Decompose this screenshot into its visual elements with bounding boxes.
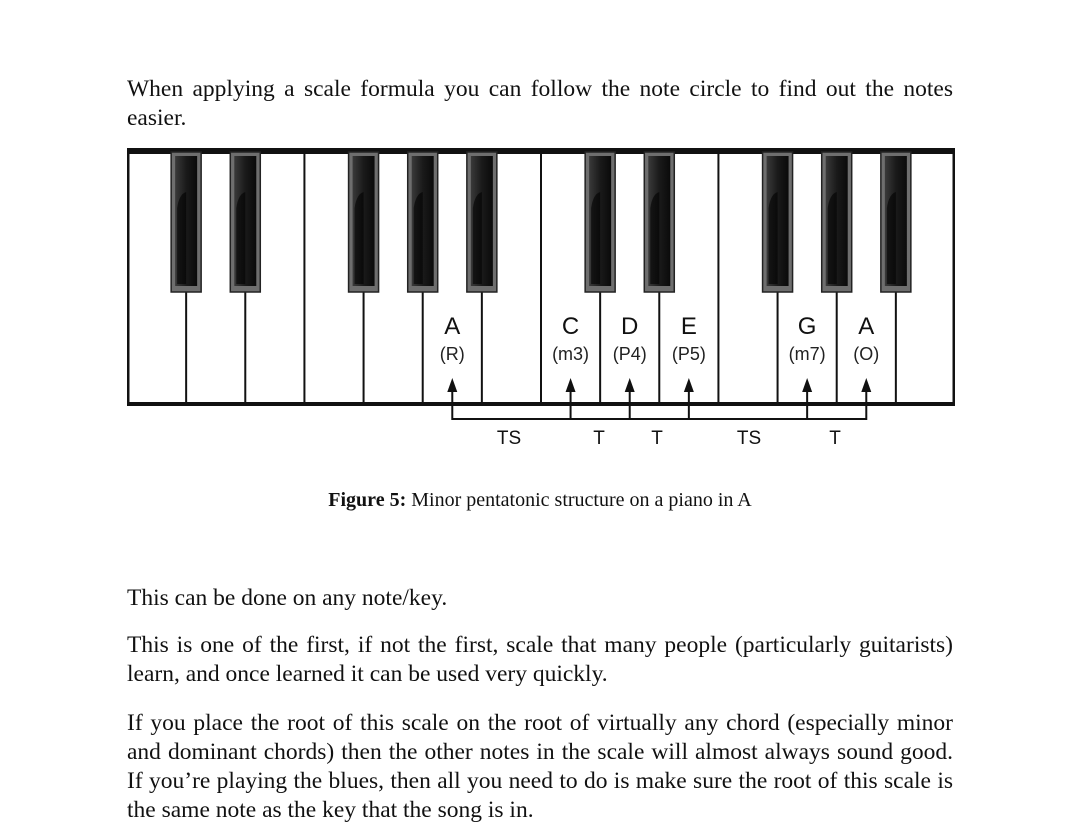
piano-keyboard-figure (127, 148, 955, 448)
paragraph-2: This is one of the first, if not the first, scale that many people (particularly guitarists) learn, and once learned it can be used very quickly. (127, 631, 953, 687)
black-key (585, 152, 615, 292)
note-label: D (621, 313, 639, 340)
black-key (763, 152, 793, 292)
interval-label: (m3) (552, 344, 590, 364)
interval-label: (m7) (788, 344, 826, 364)
paragraph-3: If you place the root of this scale on the root of virtually any chord (especially minor and dominant chords) then the other notes in the scale will almost always sound good. If you’re playing the blues, then all you need to do is make sure the root of this scale is the same note as the key that the song is in. (127, 709, 953, 823)
step-label: TS (736, 428, 762, 448)
black-key (822, 152, 852, 292)
note-label: E (680, 313, 697, 340)
step-label: T (829, 428, 841, 448)
black-key (467, 152, 497, 292)
interval-label: (O) (853, 344, 880, 364)
interval-label: (R) (439, 344, 465, 364)
note-label: C (561, 313, 580, 340)
black-key (881, 152, 911, 292)
black-key (230, 152, 260, 292)
note-label: G (797, 313, 817, 340)
paragraph-1: This can be done on any note/key. (127, 584, 448, 611)
keyboard-bottom-bar (127, 402, 955, 406)
black-key (644, 152, 674, 292)
intro-paragraph: When applying a scale formula you can follow the note circle to find out the notes easier. (127, 75, 953, 131)
black-key (349, 152, 379, 292)
figure-caption (0, 488, 1080, 512)
step-label: T (593, 428, 605, 448)
caption-label: Figure 5: (328, 489, 407, 511)
interval-label: (P4) (612, 344, 647, 364)
caption-text: Minor pentatonic structure on a piano in A (411, 489, 752, 511)
note-label: A (858, 313, 875, 340)
black-key (408, 152, 438, 292)
interval-label: (P5) (671, 344, 706, 364)
note-label: A (444, 313, 461, 340)
step-labels (497, 428, 841, 448)
step-label: TS (496, 428, 522, 448)
step-label: T (651, 428, 663, 448)
black-key (171, 152, 201, 292)
